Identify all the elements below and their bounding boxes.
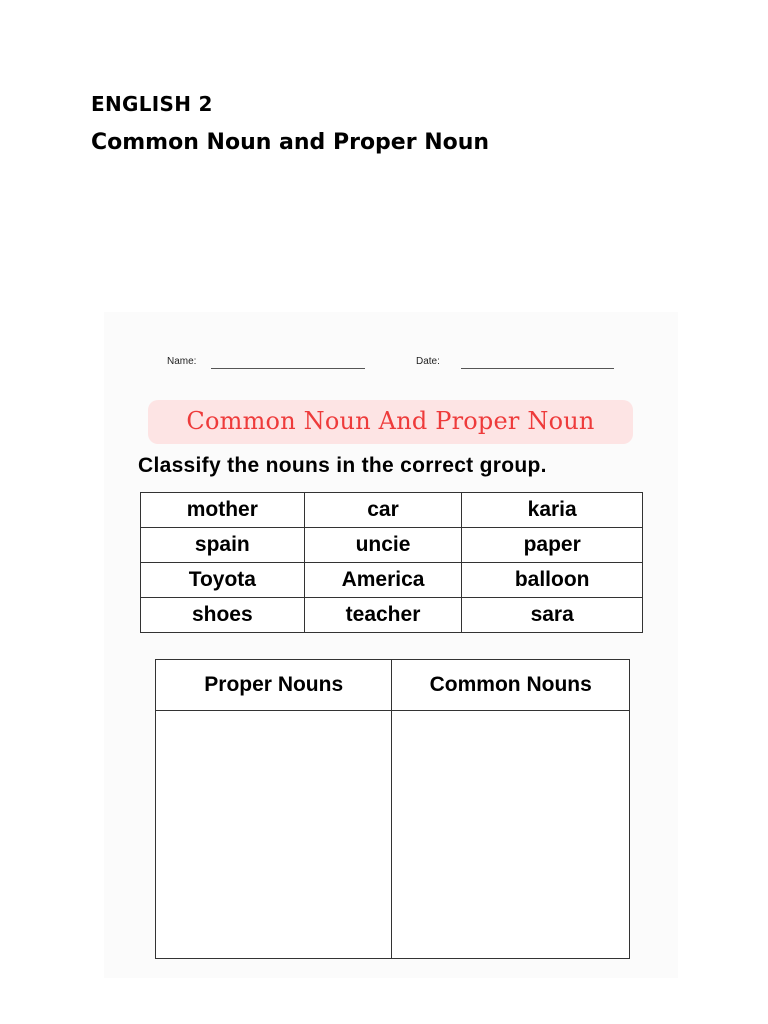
- date-line[interactable]: [461, 368, 614, 369]
- common-nouns-answer-area[interactable]: [392, 711, 630, 959]
- subject-label: ENGLISH 2: [91, 92, 213, 116]
- proper-nouns-header: Proper Nouns: [156, 660, 392, 711]
- worksheet-title: Common Noun And Proper Noun: [186, 407, 595, 435]
- table-row: [141, 563, 643, 598]
- word-cell: teacher: [304, 598, 462, 633]
- word-cell: car: [304, 493, 462, 528]
- word-cell: sara: [462, 598, 643, 633]
- name-line[interactable]: [211, 368, 365, 369]
- word-cell: karia: [462, 493, 643, 528]
- common-nouns-header: Common Nouns: [392, 660, 630, 711]
- word-cell: mother: [141, 493, 305, 528]
- word-cell: America: [304, 563, 462, 598]
- instruction-text: Classify the nouns in the correct group.: [138, 454, 547, 477]
- word-cell: uncie: [304, 528, 462, 563]
- table-row: [141, 493, 643, 528]
- table-row: [141, 598, 643, 633]
- date-label: Date:: [416, 356, 440, 367]
- word-cell: shoes: [141, 598, 305, 633]
- word-cell: Toyota: [141, 563, 305, 598]
- worksheet: [104, 312, 678, 978]
- word-cell: spain: [141, 528, 305, 563]
- proper-nouns-answer-area[interactable]: [156, 711, 392, 959]
- sorting-table: [155, 659, 630, 959]
- word-cell: paper: [462, 528, 643, 563]
- word-bank-table: [140, 492, 643, 633]
- table-row: [141, 528, 643, 563]
- word-cell: balloon: [462, 563, 643, 598]
- document-heading: Common Noun and Proper Noun: [91, 130, 490, 155]
- worksheet-title-banner: [148, 400, 633, 444]
- name-label: Name:: [167, 356, 197, 367]
